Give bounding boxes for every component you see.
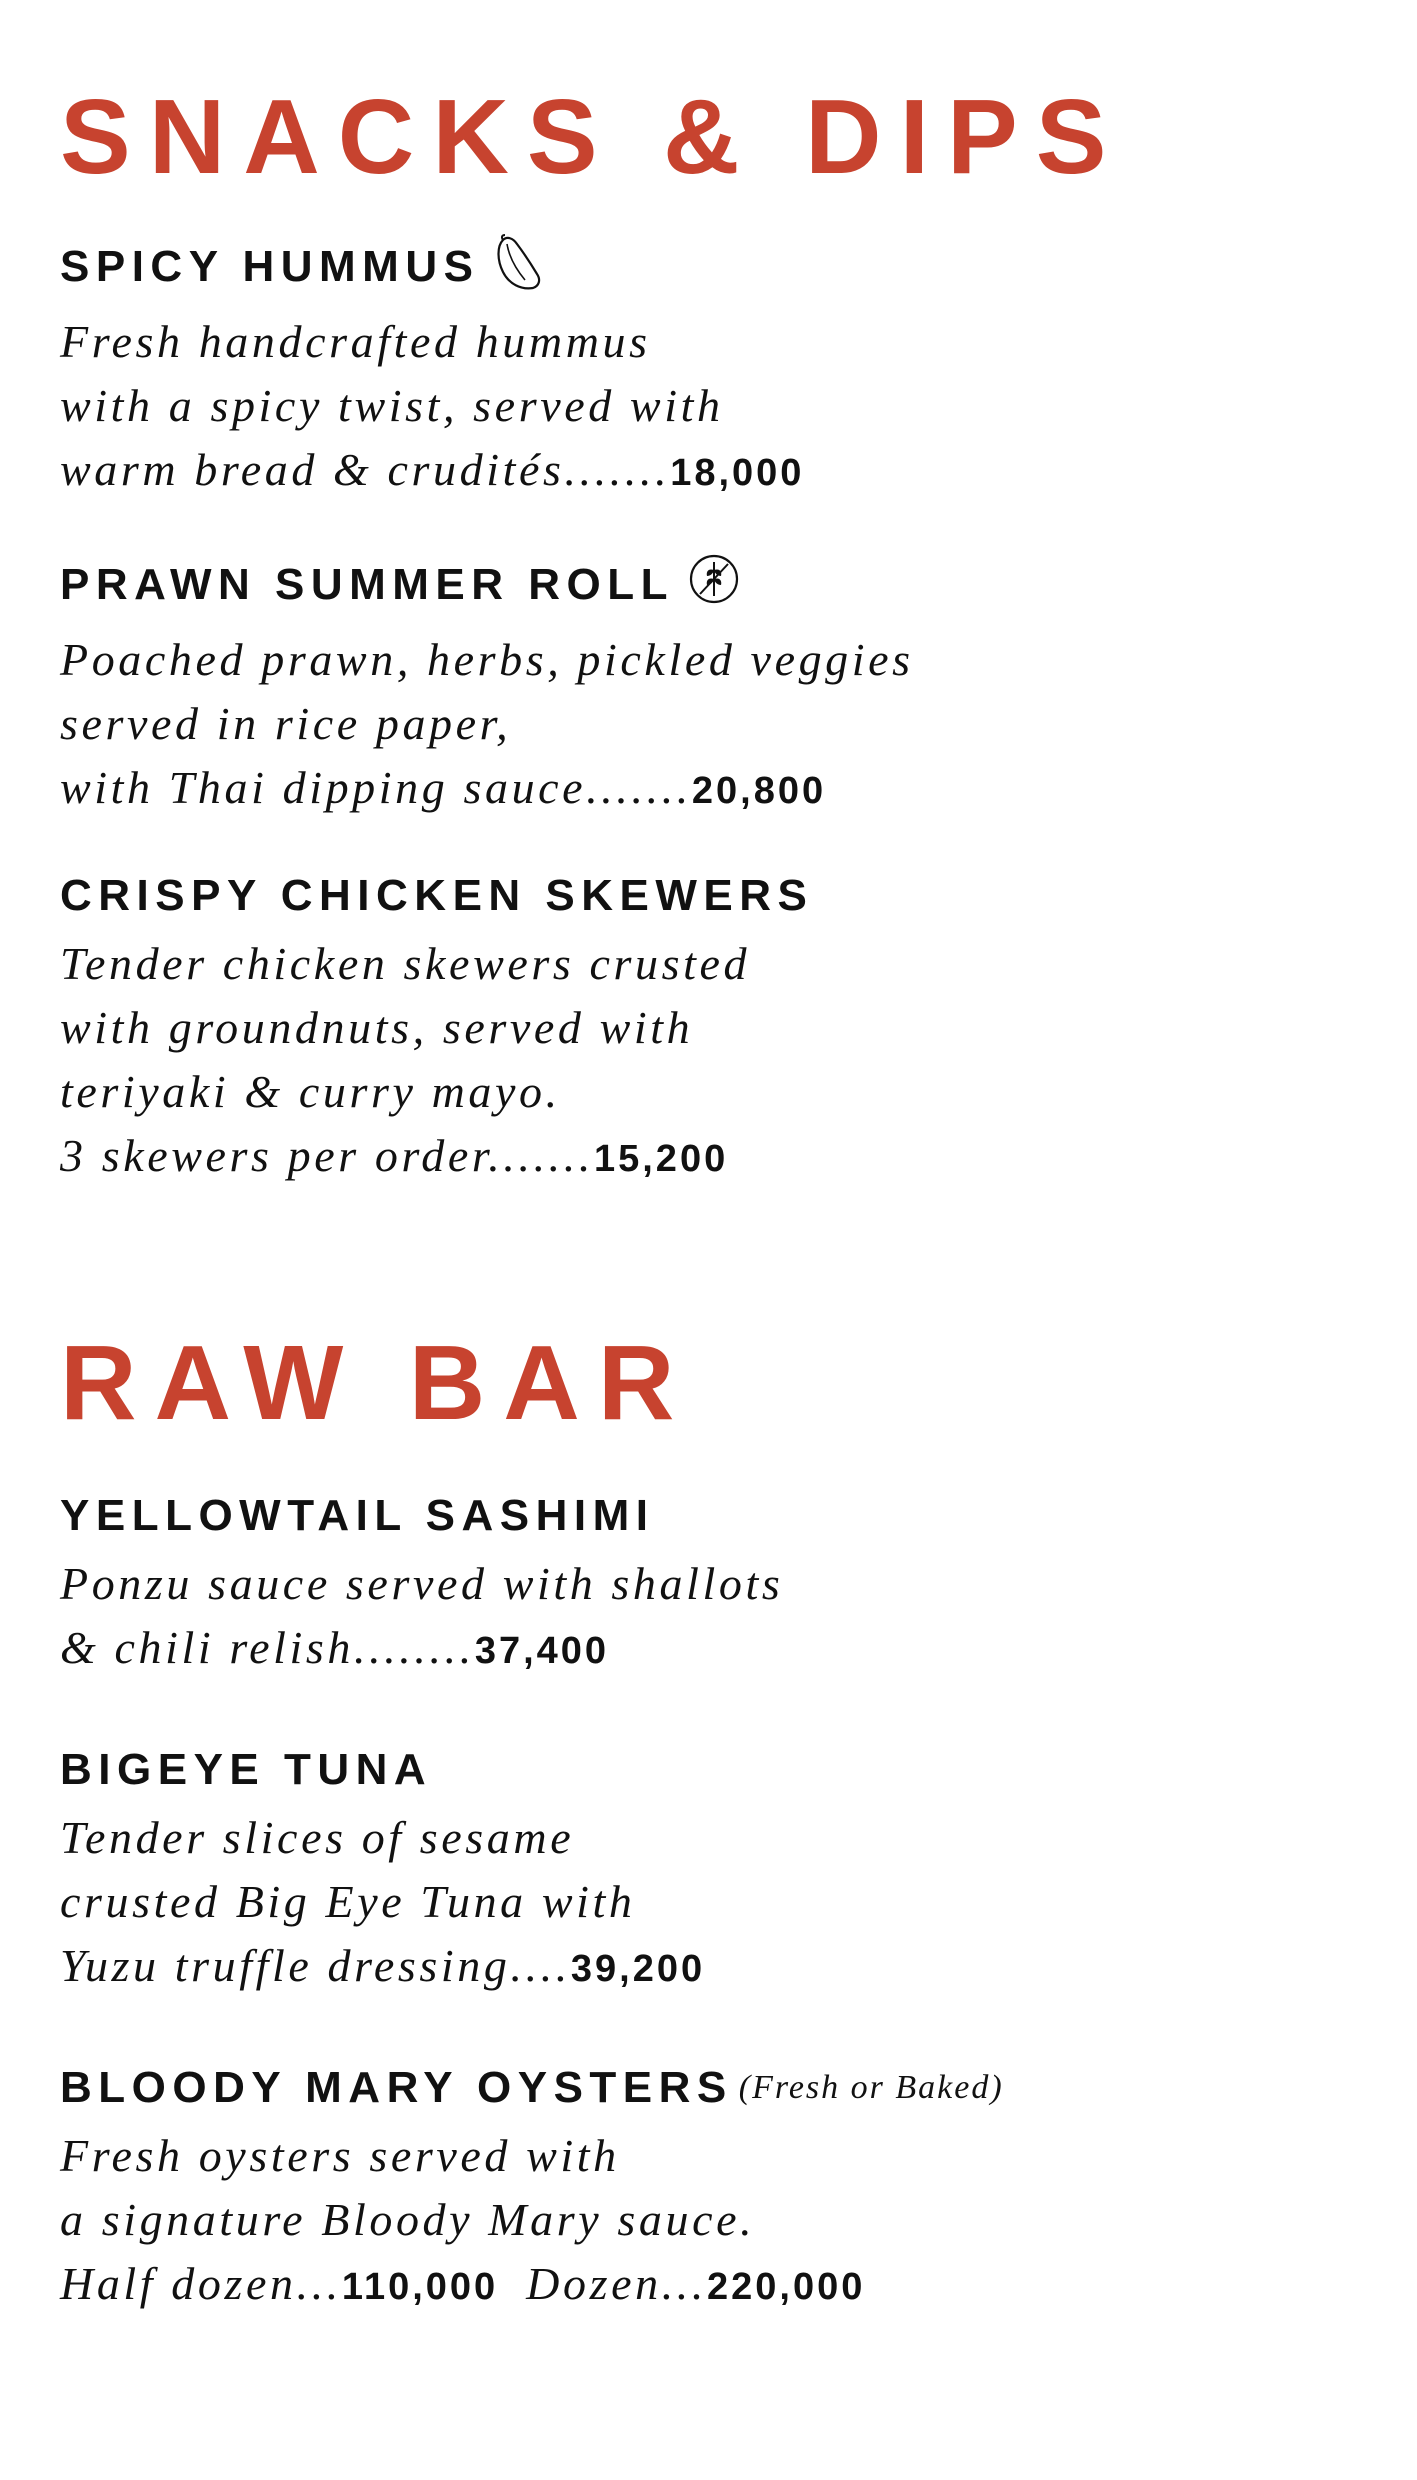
item-name <box>60 1491 1360 1540</box>
menu-item-bigeye-tuna <box>60 1745 1360 2001</box>
item-name <box>60 871 1360 920</box>
description-line: with groundnuts, served with <box>60 1002 694 1053</box>
menu-item-prawn-summer-roll <box>60 556 1360 823</box>
item-description <box>60 2124 1360 2319</box>
gluten-free-icon <box>688 552 740 610</box>
price-label-dozen: Dozen... <box>526 2258 708 2309</box>
description-text: & chili relish........ <box>60 1622 475 1673</box>
item-name-text: YELLOWTAIL SASHIMI <box>60 1491 655 1540</box>
description-text: Half dozen... <box>60 2258 342 2309</box>
item-name <box>60 2063 1360 2112</box>
item-price-half-dozen: 110,000 <box>341 2266 499 2308</box>
description-line: Fresh oysters served with <box>60 2130 620 2181</box>
item-price: 18,000 <box>670 452 805 494</box>
item-price: 39,200 <box>570 1948 706 1990</box>
item-price-dozen: 220,000 <box>707 2266 866 2308</box>
item-description <box>60 932 1360 1191</box>
section-title-raw-bar: RAW BAR <box>60 1324 693 1442</box>
item-name-text: BLOODY MARY OYSTERS <box>60 2063 733 2112</box>
description-line-with-price <box>60 756 1360 823</box>
description-text: Yuzu truffle dressing.... <box>60 1940 571 1991</box>
item-name-text: CRISPY CHICKEN SKEWERS <box>60 871 814 920</box>
description-line: teriyaki & curry mayo. <box>60 1066 561 1117</box>
description-text: 3 skewers per order....... <box>60 1130 594 1181</box>
description-line-with-prices <box>60 2252 1360 2319</box>
item-description <box>60 628 1360 823</box>
menu-item-bloody-mary-oysters <box>60 2063 1360 2319</box>
description-line: with a spicy twist, served with <box>60 380 724 431</box>
menu-item-crispy-chicken-skewers <box>60 871 1360 1191</box>
menu-item-spicy-hummus <box>60 238 1360 505</box>
description-line: served in rice paper, <box>60 698 512 749</box>
description-line: a signature Bloody Mary sauce. <box>60 2194 756 2245</box>
item-name-text: PRAWN SUMMER ROLL <box>60 560 675 609</box>
item-name-text: BIGEYE TUNA <box>60 1745 433 1794</box>
description-line-with-price <box>60 1616 1360 1683</box>
item-name <box>60 1745 1360 1794</box>
chili-pepper-icon <box>493 234 545 292</box>
item-note: (Fresh or Baked) <box>738 2069 1004 2106</box>
description-line-with-price <box>60 438 1360 505</box>
item-price: 20,800 <box>691 770 827 812</box>
item-name-text: SPICY HUMMUS <box>60 242 480 291</box>
description-text: warm bread & crudités....... <box>60 444 671 495</box>
item-name <box>60 556 1360 614</box>
item-name <box>60 238 1360 296</box>
description-line: Fresh handcrafted hummus <box>60 316 651 367</box>
item-description <box>60 1552 1360 1683</box>
description-line: Tender slices of sesame <box>60 1812 575 1863</box>
description-line-with-price <box>60 1934 1360 2001</box>
description-line-with-price <box>60 1124 1360 1191</box>
menu-item-yellowtail-sashimi <box>60 1491 1360 1683</box>
description-text: with Thai dipping sauce....... <box>60 762 692 813</box>
section-title-snacks-dips: SNACKS & DIPS <box>60 78 1125 196</box>
description-line: crusted Big Eye Tuna with <box>60 1876 636 1927</box>
item-price: 37,400 <box>474 1630 610 1672</box>
description-line: Poached prawn, herbs, pickled veggies <box>60 634 914 685</box>
item-description <box>60 1806 1360 2001</box>
description-line: Tender chicken skewers crusted <box>60 938 751 989</box>
description-line: Ponzu sauce served with shallots <box>60 1558 784 1609</box>
item-description <box>60 310 1360 505</box>
item-price: 15,200 <box>593 1138 729 1180</box>
